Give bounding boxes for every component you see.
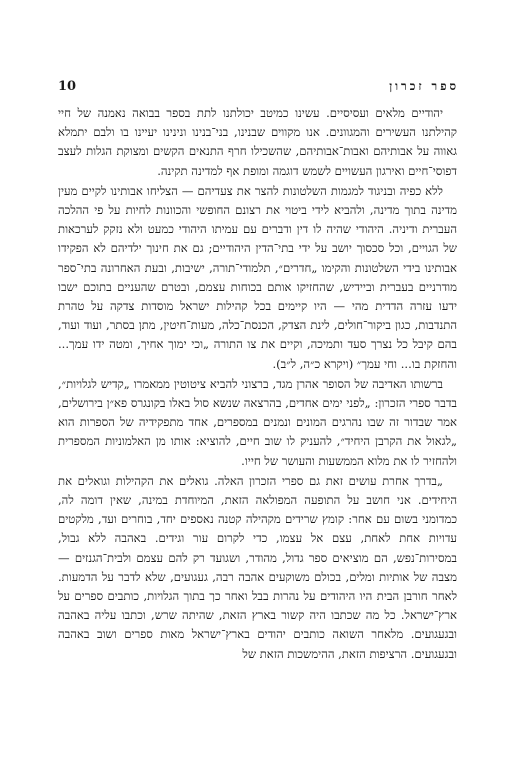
paragraph: יהודיים מלאים ועסיסיים. עשינו כמיטב יכולתנו לתת בספר בבואה נאמנה של חיי קהילתנו העשירים והמגוונים. אנו מקווים שבנינו, בני־בנינו ונינינו יעיינו בו ולבם יתמלא גאווה על אבותיהם ואבות־אבותיהם, שהשכילו חרף התנאים הקשים ומצוקת הגלות לעצב דפוסי־חיים ואירגון העשויים לשמש דוגמה ומופת אף למדינה תקינה. [58,106,457,178]
paragraph: „בדרך אחרת עושים זאת גם ספרי הזכרון האלה. גואלים את הקהילות וגואלים את היחידים. אני חושב על התופעה המפולאה הזאת, המיוחדת במינה, שאין דומה לה, כמדומני בשום עם אחר: קומץ שרידים מקהילה קטנה נאספים יחד, בוחרים ועד, מלקטים עדויות אחת לאחת, עצם אל עצמו, כדי לקרום עור וגידים. באהבה ללא גבול, במסירות־נפש, הם מוציאים ספר גדול, מהודר, ושגועד רק להם עצמם ולבית־הגנזים — מצבה של אותיות ומלים, בכולם משוקעים אהבה רבה, געגועים, שלא לדבר על הדמעות. לאחר חורבן הבית היו היהודים על נהרות בבל ואחר כך בתוך הגלויות, כותבים ספרים על ארץ־ישראל. כל מה שכתבו היה קשור בארץ הזאת, שהיתה שרש, וכתבו עליה באהבה ובגעגועים. מלאחר השואה כותבים יהודים בארץ־ישראל מאות ספרים ושוב באהבה ובגעגועים. הרציפות הזאת, ההימשכות הזאת של [58,473,457,661]
paragraph: ברשותו האדיבה של הסופר אהרן מגד, ברצוני להביא ציטוטין ממאמרו „קדיש לגלויות״, בדבר ספרי הזכרון: „לפני ימים אחדים, בהרצאה שנשא סול באלו בקונגרס פא״ן בירושלים, אמר שבדור זה שבו נהרגים המונים ונמנים במספרים, אחד מתפקידיה של הספרות הוא „לגאול את הקרבן היחיד״, להעניק לו שוב חיים, להוציא: אותו מן האלמוניות המספרית ולהחזיר לו את מלוא הממשעות והעושר של חייו. [58,376,457,468]
page-body [58,104,457,664]
running-title: ספר זכרון [389,79,459,93]
page-header [58,76,459,96]
paragraph: ללא כפיה ובניגוד למגמות השלטונות להצר את צעדיהם — הצליחו אבותינו לקיים מעין מדינה בתוך מדינה, ולהביא לידי ביטוי את רצונם החופשי והכוונות לחיות על פי ההלכה העברית ודיניה. היהודי שהיה לו דין ודברים עם עמיתו היהודי כמעט ולא נזקק לערכאות של הגויים, וכל סכסוך יושב על ידי בתי־הדין היהודיים; גם את חינוך ילדיהם לא הפקידו אבותינו בידי השלטונות והקימו „חדרים״, תלמודי־תורה, ישיבות, ובעת האחרונה בתי־ספר מודרניים בעברית וביידיש, שהחזיקו אותם בכוחות עצמם, ובטרם שהעניים בתוכם ישבו ידעו עזרה הדדית מהי — היו קיימים בכל קהילות ישראל מוסדות צדקה על טהרת התנדבות, כגון ביקור־חולים, לינת הצדק, הכנסת־כלה, מעות־חיטין, מתן בסתר, ועוד ועוד, בהם קיבל כל נצרך סעד ותמיכה, וקיים את צו התורה „וכי ימוך אחיך, ומטה ידו עמך... והחזקת בו... וחי עמך״ (ויקרא כ״ה, ל״ב). [58,183,457,371]
page-number: 10 [58,78,77,94]
